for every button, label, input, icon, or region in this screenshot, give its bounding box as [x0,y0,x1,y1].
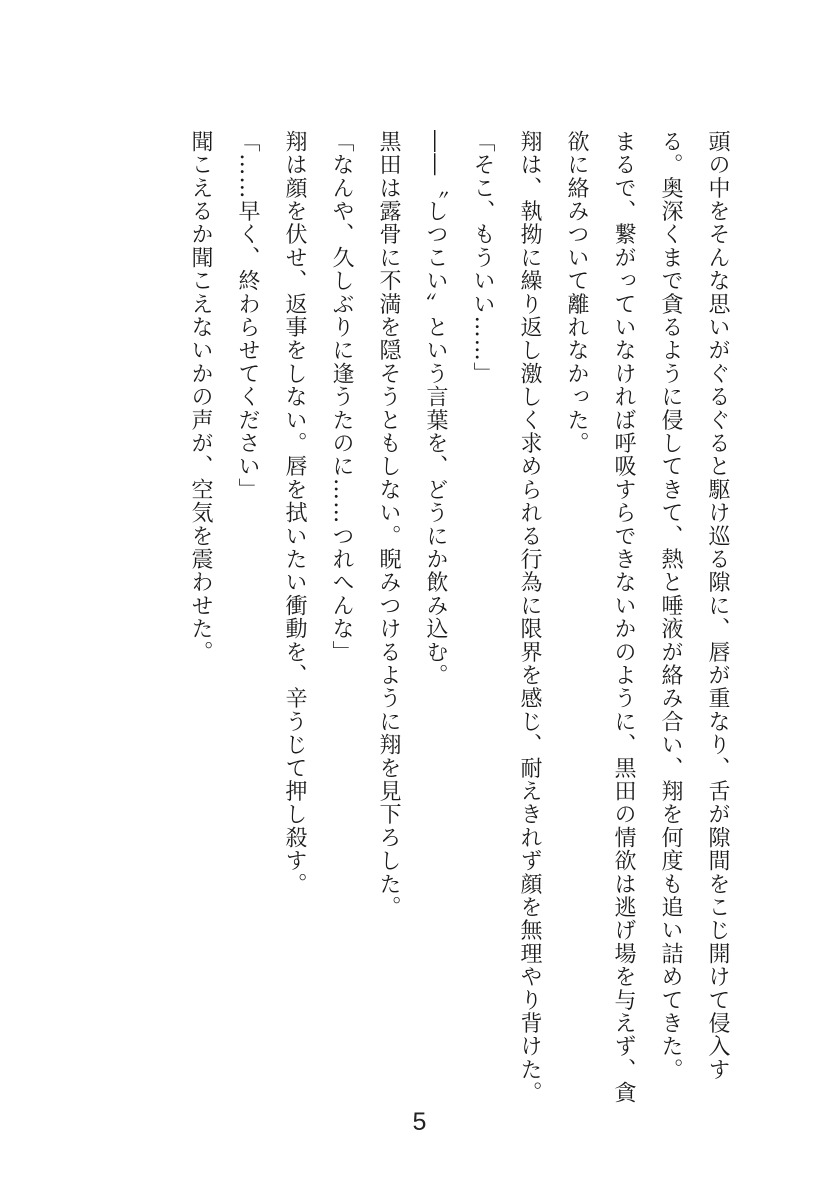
text-line: る。奥深くまで貪るように侵してきて、熱と唾液が絡み合い、翔を何度も追い詰めてきた。 [658,130,683,1082]
text-line: 黒田は露骨に不満を隠そうともしない。睨みつけるように翔を見下ろした。 [376,130,401,919]
page-number: 5 [412,1108,427,1136]
dialogue-line: 「なんや、久しぶりに逢うたのに……つれへんな」 [329,130,354,664]
text-line: ――〝しつこい〟という言葉を、どうにか飲み込む。 [423,130,448,687]
text-line: 翔は顔を伏せ、返事をしない。唇を拭いたい衝動を、辛うじて押し殺す。 [282,130,307,896]
dialogue-line: 「……早く、終わらせてください」 [235,130,260,502]
text-line: まるで、繋がっていなければ呼吸すらできないかのように、黒田の情欲は逃げ場を与えず、貪 [611,130,636,1105]
text-line: 聞こえるか聞こえないかの声が、空気を震わせた。 [188,130,213,664]
text-line: 頭の中をそんな思いがぐるぐると駆け巡る隙に、唇が重なり、舌が隙間をこじ開けて侵入す [705,130,730,1082]
dialogue-line: 「そこ、もういい……」 [470,130,495,386]
vertical-text-body [177,130,741,1105]
text-line: 欲に絡みついて離れなかった。 [564,130,589,455]
text-line: 翔は、執拗に繰り返し激しく求められる行為に限界を感じ、耐えきれず顔を無理やり背けた。 [517,130,542,1105]
